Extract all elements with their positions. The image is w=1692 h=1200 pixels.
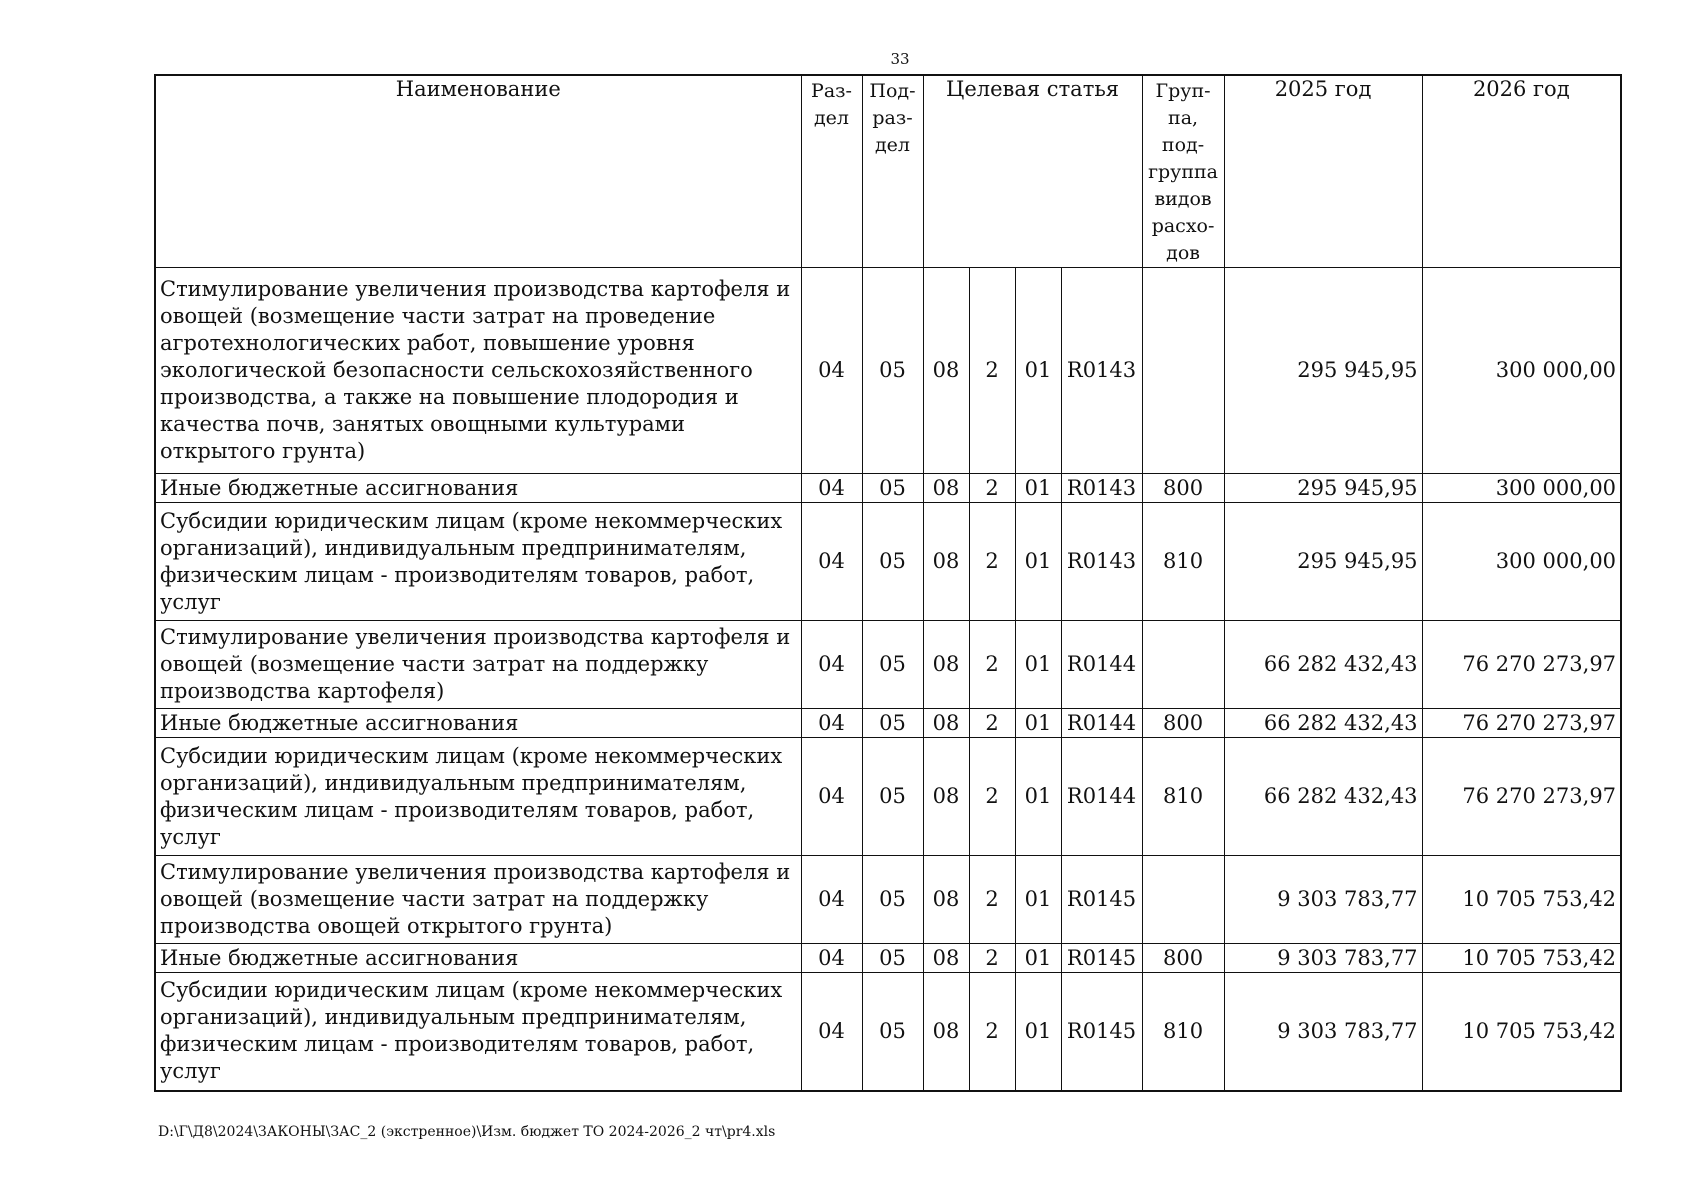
row-name: Иные бюджетные ассигнования — [155, 944, 801, 973]
row-2026: 10 705 753,42 — [1422, 973, 1621, 1091]
row-group — [1142, 621, 1224, 709]
table-row — [155, 738, 1621, 856]
row-target-code: R0145 — [1061, 944, 1142, 973]
row-subsection: 05 — [862, 856, 923, 944]
row-target-code: R0144 — [1061, 738, 1142, 856]
row-name: Стимулирование увеличения производства картофеля и овощей (возмещение части затрат на проведение агротехнологических работ, повышение уровня экологической безопасности сельскохозяйственного производства, а также на повышение плодородия и качества почв, занятых овощными культурами открытого грунта) — [155, 268, 801, 474]
budget-table — [154, 74, 1622, 1092]
row-target-program: 08 — [923, 944, 969, 973]
row-section: 04 — [801, 738, 862, 856]
row-name: Субсидии юридическим лицам (кроме некоммерческих организаций), индивидуальным предпринимателям, физическим лицам - производителям товаров, работ, услуг — [155, 973, 801, 1091]
row-section: 04 — [801, 268, 862, 474]
row-target-sub: 01 — [1015, 738, 1061, 856]
row-2025: 9 303 783,77 — [1224, 944, 1422, 973]
row-target-sub: 01 — [1015, 709, 1061, 738]
row-2026: 10 705 753,42 — [1422, 856, 1621, 944]
header-subsection: Под- раз- дел — [862, 75, 923, 268]
row-group — [1142, 856, 1224, 944]
header-group: Груп- па, под- группа видов расхо- дов — [1142, 75, 1224, 268]
table-row — [155, 503, 1621, 621]
row-target-program: 08 — [923, 738, 969, 856]
row-target-type: 2 — [969, 709, 1015, 738]
row-target-sub: 01 — [1015, 944, 1061, 973]
footer-file-path: D:\Г\Д8\2024\ЗАКОНЫ\ЗАС_2 (экстренное)\Изм. бюджет ТО 2024-2026_2 чт\pr4.xls — [158, 1124, 776, 1140]
row-2026: 76 270 273,97 — [1422, 738, 1621, 856]
row-target-sub: 01 — [1015, 973, 1061, 1091]
row-target-sub: 01 — [1015, 503, 1061, 621]
header-name: Наименование — [155, 75, 801, 268]
row-target-code: R0143 — [1061, 503, 1142, 621]
row-2025: 295 945,95 — [1224, 474, 1422, 503]
row-2025: 66 282 432,43 — [1224, 621, 1422, 709]
table-row — [155, 474, 1621, 503]
row-section: 04 — [801, 474, 862, 503]
row-subsection: 05 — [862, 474, 923, 503]
row-name: Субсидии юридическим лицам (кроме некоммерческих организаций), индивидуальным предпринимателям, физическим лицам - производителям товаров, работ, услуг — [155, 738, 801, 856]
row-target-code: R0145 — [1061, 856, 1142, 944]
row-name: Стимулирование увеличения производства картофеля и овощей (возмещение части затрат на поддержку производства овощей открытого грунта) — [155, 856, 801, 944]
row-subsection: 05 — [862, 944, 923, 973]
row-group: 810 — [1142, 503, 1224, 621]
row-target-program: 08 — [923, 268, 969, 474]
row-group: 800 — [1142, 474, 1224, 503]
row-target-sub: 01 — [1015, 268, 1061, 474]
row-subsection: 05 — [862, 268, 923, 474]
row-target-type: 2 — [969, 856, 1015, 944]
row-name: Иные бюджетные ассигнования — [155, 474, 801, 503]
row-target-code: R0143 — [1061, 474, 1142, 503]
row-subsection: 05 — [862, 709, 923, 738]
header-section: Раз- дел — [801, 75, 862, 268]
row-subsection: 05 — [862, 503, 923, 621]
row-target-program: 08 — [923, 709, 969, 738]
row-2026: 300 000,00 — [1422, 474, 1621, 503]
row-2026: 10 705 753,42 — [1422, 944, 1621, 973]
row-2026: 76 270 273,97 — [1422, 709, 1621, 738]
row-section: 04 — [801, 503, 862, 621]
row-target-program: 08 — [923, 474, 969, 503]
row-target-program: 08 — [923, 973, 969, 1091]
row-group: 800 — [1142, 944, 1224, 973]
row-2026: 300 000,00 — [1422, 268, 1621, 474]
row-2026: 76 270 273,97 — [1422, 621, 1621, 709]
row-group — [1142, 268, 1224, 474]
row-target-code: R0145 — [1061, 973, 1142, 1091]
row-2025: 66 282 432,43 — [1224, 738, 1422, 856]
header-row — [155, 75, 1621, 268]
row-target-sub: 01 — [1015, 474, 1061, 503]
row-subsection: 05 — [862, 973, 923, 1091]
header-2026: 2026 год — [1422, 75, 1621, 268]
row-target-type: 2 — [969, 738, 1015, 856]
row-section: 04 — [801, 856, 862, 944]
row-name: Стимулирование увеличения производства картофеля и овощей (возмещение части затрат на поддержку производства картофеля) — [155, 621, 801, 709]
row-section: 04 — [801, 973, 862, 1091]
row-target-sub: 01 — [1015, 621, 1061, 709]
row-target-sub: 01 — [1015, 856, 1061, 944]
row-target-type: 2 — [969, 503, 1015, 621]
table-row — [155, 856, 1621, 944]
row-group: 810 — [1142, 973, 1224, 1091]
row-target-type: 2 — [969, 621, 1015, 709]
table-row — [155, 268, 1621, 474]
table-row — [155, 621, 1621, 709]
header-target: Целевая статья — [923, 75, 1142, 268]
row-name: Иные бюджетные ассигнования — [155, 709, 801, 738]
row-target-program: 08 — [923, 621, 969, 709]
row-subsection: 05 — [862, 621, 923, 709]
row-target-type: 2 — [969, 474, 1015, 503]
page-number: 33 — [890, 50, 910, 68]
row-target-program: 08 — [923, 856, 969, 944]
row-target-code: R0143 — [1061, 268, 1142, 474]
row-section: 04 — [801, 709, 862, 738]
row-2025: 9 303 783,77 — [1224, 973, 1422, 1091]
row-2025: 66 282 432,43 — [1224, 709, 1422, 738]
row-2025: 295 945,95 — [1224, 503, 1422, 621]
row-target-type: 2 — [969, 944, 1015, 973]
row-2025: 9 303 783,77 — [1224, 856, 1422, 944]
row-target-code: R0144 — [1061, 621, 1142, 709]
row-section: 04 — [801, 944, 862, 973]
row-target-type: 2 — [969, 973, 1015, 1091]
row-name: Субсидии юридическим лицам (кроме некоммерческих организаций), индивидуальным предпринимателям, физическим лицам - производителям товаров, работ, услуг — [155, 503, 801, 621]
row-2026: 300 000,00 — [1422, 503, 1621, 621]
row-target-program: 08 — [923, 503, 969, 621]
header-2025: 2025 год — [1224, 75, 1422, 268]
row-target-type: 2 — [969, 268, 1015, 474]
row-target-code: R0144 — [1061, 709, 1142, 738]
table-row — [155, 944, 1621, 973]
table-row — [155, 973, 1621, 1091]
row-2025: 295 945,95 — [1224, 268, 1422, 474]
row-group: 810 — [1142, 738, 1224, 856]
table-row — [155, 709, 1621, 738]
row-section: 04 — [801, 621, 862, 709]
row-group: 800 — [1142, 709, 1224, 738]
row-subsection: 05 — [862, 738, 923, 856]
